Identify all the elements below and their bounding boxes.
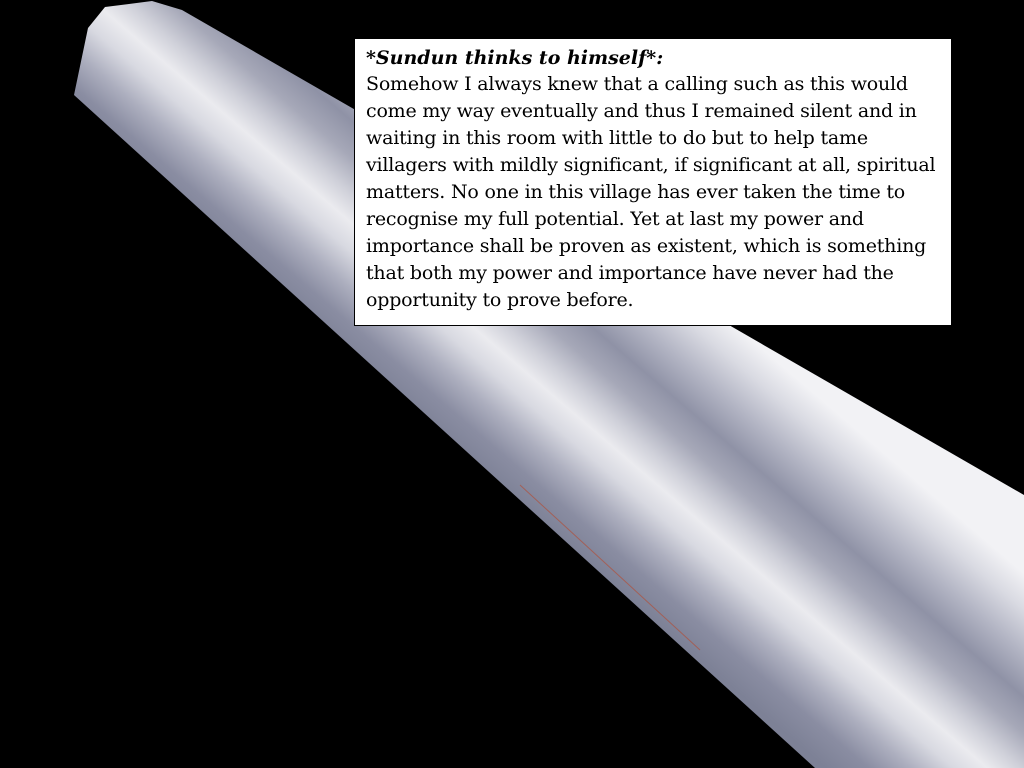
dialog-text: Somehow I always knew that a calling such as this would come my way eventually and thus I remained silent and in waiting in this room with little to do but to help tame villagers with mildly significant, if significant at all, spiritual matters. No one in this village has ever taken the time to recognise my full potential. Yet at last my power and importance shall be proven as existent, which is something that both my power and importance have never had the opportunity to prove before. (366, 73, 936, 311)
dialog-box (354, 38, 952, 326)
dialog-speaker-name: *Sundun thinks to himself*: (366, 47, 664, 69)
